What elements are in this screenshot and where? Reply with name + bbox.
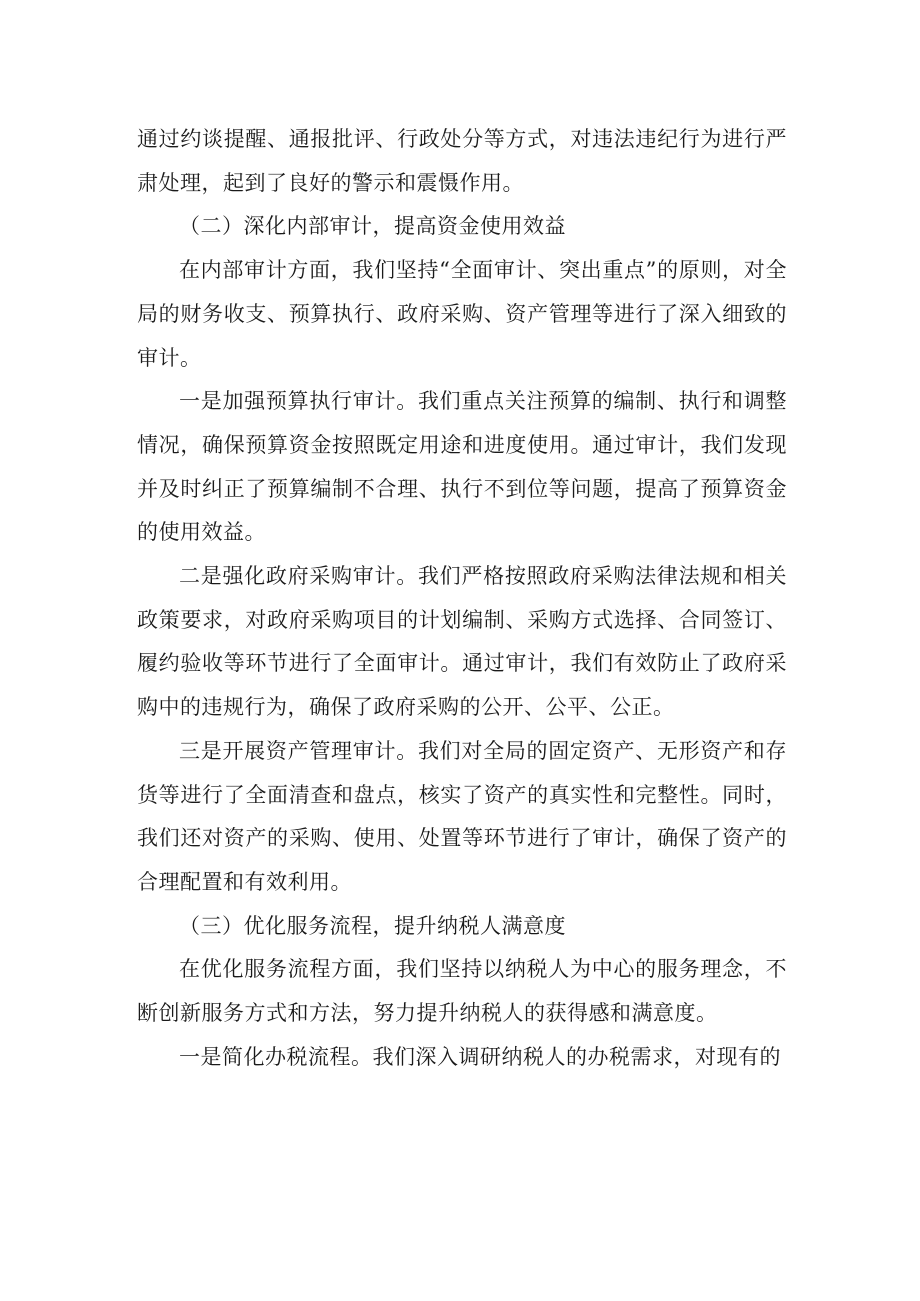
- paragraph-simplify-process: 一是简化办税流程。我们深入调研纳税人的办税需求，对现有的: [179, 1044, 781, 1069]
- paragraph-asset-audit: 三是开展资产管理审计。我们对全局的固定资产、无形资产和存货等进行了全面清查和盘点，核实了资产的真实性和完整性。同时，我们还对资产的采购、使用、处置等环节进行了审计，确保了资产的合理配置和有效利用。: [137, 738, 787, 894]
- section-heading-2: （二）深化内部审计，提高资金使用效益: [179, 214, 566, 239]
- document-body: [137, 118, 787, 1079]
- paragraph-procurement-audit: 二是强化政府采购审计。我们严格按照政府采购法律法规和相关政策要求，对政府采购项目的计划编制、采购方式选择、合同签订、履约验收等环节进行了全面审计。通过审计，我们有效防止了政府采购中的违规行为，确保了政府采购的公开、公平、公正。: [137, 564, 787, 720]
- paragraph-continued: 通过约谈提醒、通报批评、行政处分等方式，对违法违纪行为进行严肃处理，起到了良好的警示和震慑作用。: [137, 127, 787, 195]
- paragraph-budget-audit: 一是加强预算执行审计。我们重点关注预算的编制、执行和调整情况，确保预算资金按照既定用途和进度使用。通过审计，我们发现并及时纠正了预算编制不合理、执行不到位等问题，提高了预算资金的使用效益。: [137, 389, 787, 545]
- paragraph-service-intro: 在优化服务流程方面，我们坚持以纳税人为中心的服务理念，不断创新服务方式和方法，努力提升纳税人的获得感和满意度。: [137, 957, 787, 1026]
- paragraph-internal-audit-intro: 在内部审计方面，我们坚持“全面审计、突出重点”的原则，对全局的财务收支、预算执行、政府采购、资产管理等进行了深入细致的审计。: [137, 258, 787, 370]
- section-heading-3: （三）优化服务流程，提升纳税人满意度: [179, 913, 566, 938]
